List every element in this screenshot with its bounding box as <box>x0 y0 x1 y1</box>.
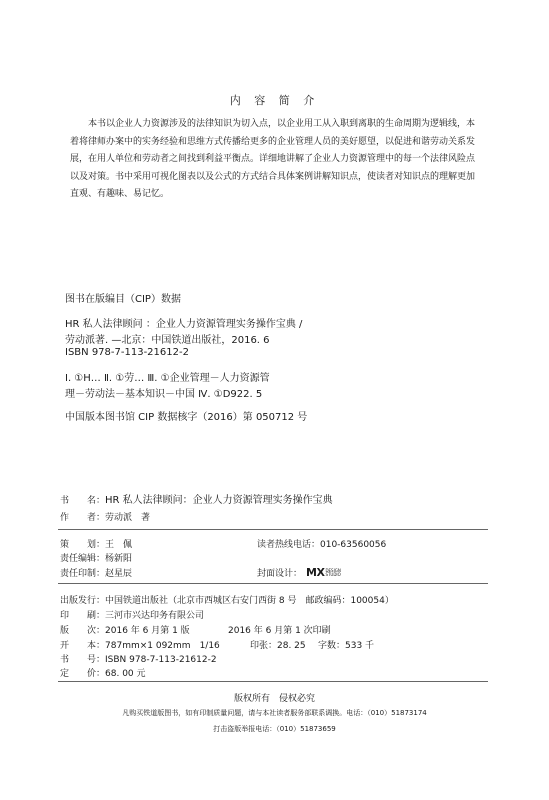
rights-notice: 版权所有 侵权必究 <box>233 694 315 704</box>
reader-hotline: 读者热线电话：010-63560056 <box>257 540 387 550</box>
printer-row <box>60 608 204 621</box>
impression-value: 2016 年 6 月第 1 次印刷 <box>228 626 331 636</box>
author-row <box>60 510 150 523</box>
cip-author-line: 劳动派著. —北京：中国铁道出版社，2016. 6 <box>65 335 270 346</box>
editor-label: 责任编辑： <box>60 554 106 564</box>
quality-notice: 凡购买铁道版图书，如有印制质量问题，请与本社读者服务部联系调换。电话：（010）51873174 <box>122 709 427 717</box>
mx-logo-mark: MX <box>306 566 325 579</box>
isbn-row <box>60 652 217 665</box>
author-value: 劳动派 著 <box>105 513 151 523</box>
cover-design-logo <box>306 566 341 579</box>
edition-row <box>60 623 190 636</box>
printer-value: 三河市兴达印务有限公司 <box>105 611 205 621</box>
book-title-row <box>60 491 333 506</box>
cip-class-line-2: 理－劳动法－基本知识－中国 Ⅳ. ①D922. 5 <box>65 389 263 400</box>
price-label: 定 价： <box>60 669 106 679</box>
price-row <box>60 666 146 679</box>
isbn-value: ISBN 978-7-113-21612-2 <box>105 655 217 665</box>
cip-core-number: 中国版本图书馆 CIP 数据核字（2016）第 050712 号 <box>65 412 308 423</box>
format-value: 787mm×1 092mm 1/16 <box>105 641 220 651</box>
publisher-label: 出版发行： <box>60 596 106 606</box>
print-supervisor-label: 责任印制： <box>60 569 106 579</box>
book-title-value: HR 私人法律顾问：企业人力资源管理实务操作宝典 <box>105 495 333 506</box>
sheets-value: 印张：28. 25 <box>250 641 306 651</box>
summary-body: 本书以企业人力资源涉及的法律知识为切入点，以企业用工从入职到离职的生命周期为逻辑线，本着将律师办案中的实务经验和思维方式传播给更多的企业管理人员的美好愿望，以促进和谐劳动关系发展，在用人单位和劳动者之间找到利益平衡点。详细地讲解了企业人力资源管理中的每一个法律风险点以及对策。书中采用可视化图表以及公式的方式结合具体案例讲解知识点，使读者对知识点的理解更加直观、有趣味、易记忆。 <box>70 119 476 199</box>
cip-title-line: HR 私人法律顾问 ：企业人力资源管理实务操作宝典 / <box>65 319 303 330</box>
cip-heading: 图书在版编目（CIP）数据 <box>65 294 181 305</box>
editor-row <box>60 551 132 564</box>
edition-label: 版 次： <box>60 626 106 636</box>
isbn-label: 书 号： <box>60 655 106 665</box>
book-title-label: 书 名： <box>60 496 106 506</box>
planner-value: 王 佩 <box>105 540 133 550</box>
words-value: 字数：533 千 <box>318 641 375 651</box>
edition-value: 2016 年 6 月第 1 版 <box>105 626 190 636</box>
planner-row <box>60 537 132 550</box>
cover-design-label: 封面设计： <box>257 569 303 579</box>
anti-piracy-phone: 打击盗版举报电话：（010）51873659 <box>213 725 336 733</box>
planner-label: 策 划： <box>60 540 106 550</box>
print-supervisor-row <box>60 566 132 579</box>
editor-value: 杨新阳 <box>105 554 133 564</box>
format-label: 开 本： <box>60 641 106 651</box>
divider-middle <box>58 583 488 584</box>
divider-top <box>58 529 488 530</box>
printer-label: 印 刷： <box>60 611 106 621</box>
divider-bottom <box>58 681 488 682</box>
mx-logo-subtext: DESIGN STUDIO <box>325 567 341 577</box>
author-label: 作 者： <box>60 513 106 523</box>
publisher-row <box>60 593 394 606</box>
price-value: 68. 00 元 <box>105 669 146 679</box>
summary-title: 内 容 简 介 <box>229 94 320 107</box>
format-row <box>60 638 220 651</box>
cip-class-line-1: Ⅰ. ①H… Ⅱ. ①劳… Ⅲ. ①企业管理－人力资源管 <box>65 373 270 384</box>
cip-isbn-line: ISBN 978-7-113-21612-2 <box>65 347 189 358</box>
publisher-value: 中国铁道出版社（北京市西城区右安门西街 8 号 邮政编码：100054） <box>105 596 394 606</box>
print-supervisor-value: 赵星辰 <box>105 569 133 579</box>
